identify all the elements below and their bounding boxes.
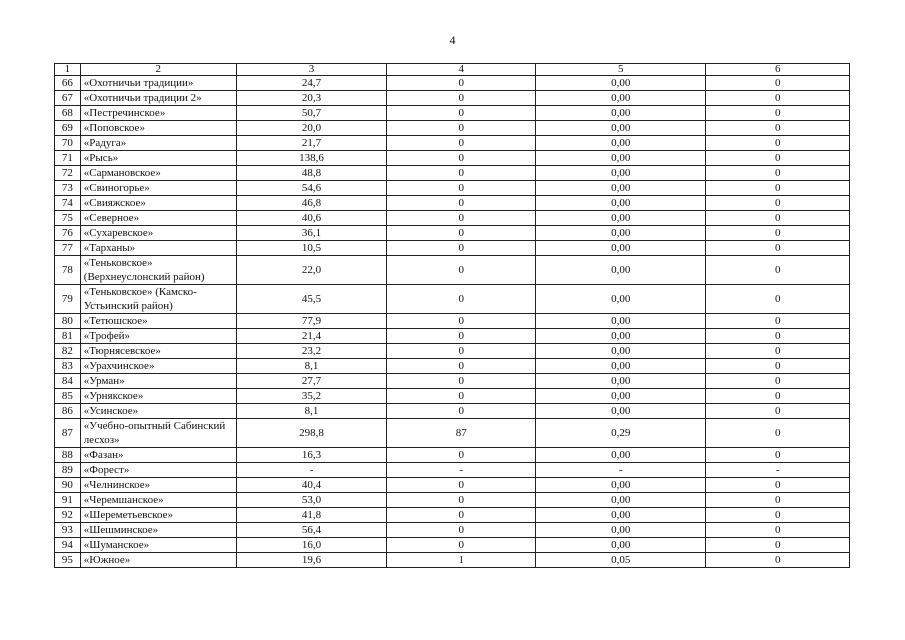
column-4-cell: 0 (387, 448, 536, 463)
column-header-3: 3 (236, 64, 387, 76)
column-3-cell: 48,8 (236, 166, 387, 181)
table-row (55, 151, 850, 166)
column-5-cell: 0,00 (536, 478, 706, 493)
hunting-ground-name-cell: «Тетюшское» (80, 314, 236, 329)
column-3-cell: 35,2 (236, 389, 387, 404)
column-header-2: 2 (80, 64, 236, 76)
row-number-cell: 72 (55, 166, 81, 181)
row-number-cell: 66 (55, 76, 81, 91)
hunting-ground-name-cell: «Охотничьи традиции 2» (80, 91, 236, 106)
hunting-ground-name-cell: «Урахчинское» (80, 359, 236, 374)
row-number-cell: 88 (55, 448, 81, 463)
column-3-cell: 40,4 (236, 478, 387, 493)
row-number-cell: 90 (55, 478, 81, 493)
row-number-cell: 94 (55, 538, 81, 553)
hunting-ground-name-cell: «Учебно-опытный Сабинский лесхоз» (80, 419, 236, 448)
column-header-5: 5 (536, 64, 706, 76)
column-3-cell: 45,5 (236, 285, 387, 314)
row-number-cell: 81 (55, 329, 81, 344)
row-number-cell: 86 (55, 404, 81, 419)
column-3-cell: 19,6 (236, 553, 387, 568)
column-3-cell: 138,6 (236, 151, 387, 166)
column-3-cell: 298,8 (236, 419, 387, 448)
column-3-cell: 77,9 (236, 314, 387, 329)
table-row (55, 553, 850, 568)
table-row (55, 329, 850, 344)
column-6-cell: 0 (706, 374, 850, 389)
column-6-cell: 0 (706, 508, 850, 523)
column-5-cell: 0,00 (536, 136, 706, 151)
column-4-cell: 0 (387, 211, 536, 226)
column-6-cell: 0 (706, 136, 850, 151)
column-3-cell: 22,0 (236, 256, 387, 285)
column-5-cell: 0,00 (536, 91, 706, 106)
column-5-cell: 0,00 (536, 181, 706, 196)
table-row (55, 106, 850, 121)
hunting-ground-name-cell: «Свиногорье» (80, 181, 236, 196)
column-6-cell: 0 (706, 448, 850, 463)
column-4-cell: 1 (387, 553, 536, 568)
column-5-cell: 0,00 (536, 211, 706, 226)
column-6-cell: 0 (706, 256, 850, 285)
row-number-cell: 87 (55, 419, 81, 448)
table-row (55, 166, 850, 181)
page-number: 4 (449, 33, 456, 47)
column-5-cell: 0,00 (536, 196, 706, 211)
row-number-cell: 70 (55, 136, 81, 151)
column-6-cell: 0 (706, 553, 850, 568)
column-3-cell: 46,8 (236, 196, 387, 211)
column-6-cell: 0 (706, 211, 850, 226)
table-row (55, 448, 850, 463)
column-4-cell: 0 (387, 359, 536, 374)
table-row (55, 463, 850, 478)
hunting-ground-name-cell: «Шереметьевское» (80, 508, 236, 523)
table-row (55, 211, 850, 226)
row-number-cell: 76 (55, 226, 81, 241)
column-4-cell: 0 (387, 196, 536, 211)
table-row (55, 226, 850, 241)
column-3-cell: 10,5 (236, 241, 387, 256)
hunting-ground-name-cell: «Радуга» (80, 136, 236, 151)
row-number-cell: 75 (55, 211, 81, 226)
table-row (55, 314, 850, 329)
hunting-ground-name-cell: «Сухаревское» (80, 226, 236, 241)
column-4-cell: 0 (387, 508, 536, 523)
column-5-cell: 0,00 (536, 523, 706, 538)
table-row (55, 181, 850, 196)
table-row (55, 478, 850, 493)
column-5-cell: 0,00 (536, 508, 706, 523)
row-number-cell: 69 (55, 121, 81, 136)
column-4-cell: 0 (387, 285, 536, 314)
row-number-cell: 79 (55, 285, 81, 314)
column-3-cell: - (236, 463, 387, 478)
column-3-cell: 54,6 (236, 181, 387, 196)
column-4-cell: 0 (387, 493, 536, 508)
column-4-cell: 0 (387, 166, 536, 181)
column-4-cell: 0 (387, 329, 536, 344)
column-5-cell: 0,00 (536, 106, 706, 121)
table-row (55, 538, 850, 553)
column-4-cell: 0 (387, 91, 536, 106)
row-number-cell: 85 (55, 389, 81, 404)
column-6-cell: 0 (706, 359, 850, 374)
table-row (55, 136, 850, 151)
column-5-cell: 0,00 (536, 359, 706, 374)
column-5-cell: 0,00 (536, 493, 706, 508)
column-6-cell: 0 (706, 151, 850, 166)
row-number-cell: 71 (55, 151, 81, 166)
row-number-cell: 82 (55, 344, 81, 359)
table-row (55, 91, 850, 106)
column-3-cell: 21,4 (236, 329, 387, 344)
column-4-cell: 0 (387, 181, 536, 196)
table-row (55, 256, 850, 285)
table-row (55, 76, 850, 91)
hunting-ground-name-cell: «Шешминское» (80, 523, 236, 538)
row-number-cell: 89 (55, 463, 81, 478)
table-row (55, 419, 850, 448)
column-4-cell: 0 (387, 478, 536, 493)
column-3-cell: 36,1 (236, 226, 387, 241)
column-6-cell: 0 (706, 478, 850, 493)
column-3-cell: 40,6 (236, 211, 387, 226)
column-5-cell: 0,00 (536, 389, 706, 404)
table-row (55, 374, 850, 389)
column-5-cell: 0,00 (536, 285, 706, 314)
row-number-cell: 77 (55, 241, 81, 256)
column-6-cell: 0 (706, 166, 850, 181)
hunting-ground-name-cell: «Шуманское» (80, 538, 236, 553)
column-5-cell: 0,00 (536, 241, 706, 256)
hunting-ground-name-cell: «Поповское» (80, 121, 236, 136)
column-3-cell: 21,7 (236, 136, 387, 151)
row-number-cell: 84 (55, 374, 81, 389)
column-5-cell: 0,00 (536, 256, 706, 285)
column-5-cell: - (536, 463, 706, 478)
column-3-cell: 16,3 (236, 448, 387, 463)
column-6-cell: 0 (706, 538, 850, 553)
column-6-cell: 0 (706, 314, 850, 329)
row-number-cell: 91 (55, 493, 81, 508)
row-number-cell: 78 (55, 256, 81, 285)
column-6-cell: - (706, 463, 850, 478)
hunting-ground-name-cell: «Рысь» (80, 151, 236, 166)
table-row (55, 285, 850, 314)
column-4-cell: 87 (387, 419, 536, 448)
column-6-cell: 0 (706, 196, 850, 211)
header-row (55, 64, 850, 76)
column-6-cell: 0 (706, 91, 850, 106)
column-4-cell: 0 (387, 404, 536, 419)
column-4-cell: 0 (387, 374, 536, 389)
column-4-cell: 0 (387, 151, 536, 166)
column-3-cell: 23,2 (236, 344, 387, 359)
column-3-cell: 20,3 (236, 91, 387, 106)
row-number-cell: 92 (55, 508, 81, 523)
column-3-cell: 27,7 (236, 374, 387, 389)
column-4-cell: 0 (387, 538, 536, 553)
column-3-cell: 53,0 (236, 493, 387, 508)
column-4-cell: - (387, 463, 536, 478)
column-5-cell: 0,00 (536, 538, 706, 553)
hunting-grounds-table (54, 63, 850, 568)
hunting-ground-name-cell: «Урман» (80, 374, 236, 389)
column-6-cell: 0 (706, 523, 850, 538)
table-row (55, 121, 850, 136)
hunting-ground-name-cell: «Охотничьи традиции» (80, 76, 236, 91)
column-3-cell: 50,7 (236, 106, 387, 121)
column-5-cell: 0,00 (536, 76, 706, 91)
column-6-cell: 0 (706, 285, 850, 314)
column-4-cell: 0 (387, 256, 536, 285)
column-5-cell: 0,00 (536, 151, 706, 166)
hunting-ground-name-cell: «Трофей» (80, 329, 236, 344)
column-5-cell: 0,00 (536, 226, 706, 241)
hunting-ground-name-cell: «Форест» (80, 463, 236, 478)
column-6-cell: 0 (706, 419, 850, 448)
hunting-ground-name-cell: «Тарханы» (80, 241, 236, 256)
table-header (55, 64, 850, 76)
column-5-cell: 0,00 (536, 121, 706, 136)
column-3-cell: 56,4 (236, 523, 387, 538)
table-row (55, 523, 850, 538)
column-3-cell: 8,1 (236, 404, 387, 419)
column-5-cell: 0,29 (536, 419, 706, 448)
column-6-cell: 0 (706, 329, 850, 344)
column-4-cell: 0 (387, 136, 536, 151)
hunting-ground-name-cell: «Тюрнясевское» (80, 344, 236, 359)
row-number-cell: 83 (55, 359, 81, 374)
column-5-cell: 0,05 (536, 553, 706, 568)
column-4-cell: 0 (387, 389, 536, 404)
column-3-cell: 24,7 (236, 76, 387, 91)
column-header-4: 4 (387, 64, 536, 76)
hunting-ground-name-cell: «Усинское» (80, 404, 236, 419)
column-5-cell: 0,00 (536, 329, 706, 344)
column-5-cell: 0,00 (536, 344, 706, 359)
row-number-cell: 68 (55, 106, 81, 121)
column-6-cell: 0 (706, 241, 850, 256)
column-5-cell: 0,00 (536, 314, 706, 329)
column-6-cell: 0 (706, 76, 850, 91)
column-4-cell: 0 (387, 523, 536, 538)
hunting-ground-name-cell: «Сармановское» (80, 166, 236, 181)
row-number-cell: 74 (55, 196, 81, 211)
row-number-cell: 67 (55, 91, 81, 106)
hunting-ground-name-cell: «Челнинское» (80, 478, 236, 493)
column-4-cell: 0 (387, 76, 536, 91)
table-row (55, 241, 850, 256)
hunting-ground-name-cell: «Теньковское» (Камско-Устьинский район) (80, 285, 236, 314)
row-number-cell: 73 (55, 181, 81, 196)
column-4-cell: 0 (387, 106, 536, 121)
table-row (55, 196, 850, 211)
column-6-cell: 0 (706, 389, 850, 404)
column-6-cell: 0 (706, 121, 850, 136)
column-3-cell: 16,0 (236, 538, 387, 553)
column-5-cell: 0,00 (536, 448, 706, 463)
row-number-cell: 80 (55, 314, 81, 329)
table-row (55, 344, 850, 359)
table-row (55, 389, 850, 404)
column-6-cell: 0 (706, 404, 850, 419)
hunting-ground-name-cell: «Пестречинское» (80, 106, 236, 121)
column-3-cell: 8,1 (236, 359, 387, 374)
column-4-cell: 0 (387, 344, 536, 359)
column-6-cell: 0 (706, 344, 850, 359)
column-4-cell: 0 (387, 314, 536, 329)
column-header-1: 1 (55, 64, 81, 76)
hunting-ground-name-cell: «Свияжское» (80, 196, 236, 211)
hunting-ground-name-cell: «Урнякское» (80, 389, 236, 404)
column-5-cell: 0,00 (536, 404, 706, 419)
table-row (55, 404, 850, 419)
column-header-6: 6 (706, 64, 850, 76)
hunting-ground-name-cell: «Черемшанское» (80, 493, 236, 508)
table-body (55, 76, 850, 568)
column-4-cell: 0 (387, 241, 536, 256)
row-number-cell: 93 (55, 523, 81, 538)
column-6-cell: 0 (706, 106, 850, 121)
hunting-ground-name-cell: «Фазан» (80, 448, 236, 463)
table-row (55, 508, 850, 523)
column-5-cell: 0,00 (536, 374, 706, 389)
column-4-cell: 0 (387, 226, 536, 241)
hunting-ground-name-cell: «Южное» (80, 553, 236, 568)
column-5-cell: 0,00 (536, 166, 706, 181)
hunting-ground-name-cell: «Северное» (80, 211, 236, 226)
table-row (55, 359, 850, 374)
table-row (55, 493, 850, 508)
column-3-cell: 20,0 (236, 121, 387, 136)
column-4-cell: 0 (387, 121, 536, 136)
row-number-cell: 95 (55, 553, 81, 568)
column-6-cell: 0 (706, 493, 850, 508)
hunting-ground-name-cell: «Теньковское» (Верхнеуслонский район) (80, 256, 236, 285)
column-6-cell: 0 (706, 226, 850, 241)
column-3-cell: 41,8 (236, 508, 387, 523)
column-6-cell: 0 (706, 181, 850, 196)
